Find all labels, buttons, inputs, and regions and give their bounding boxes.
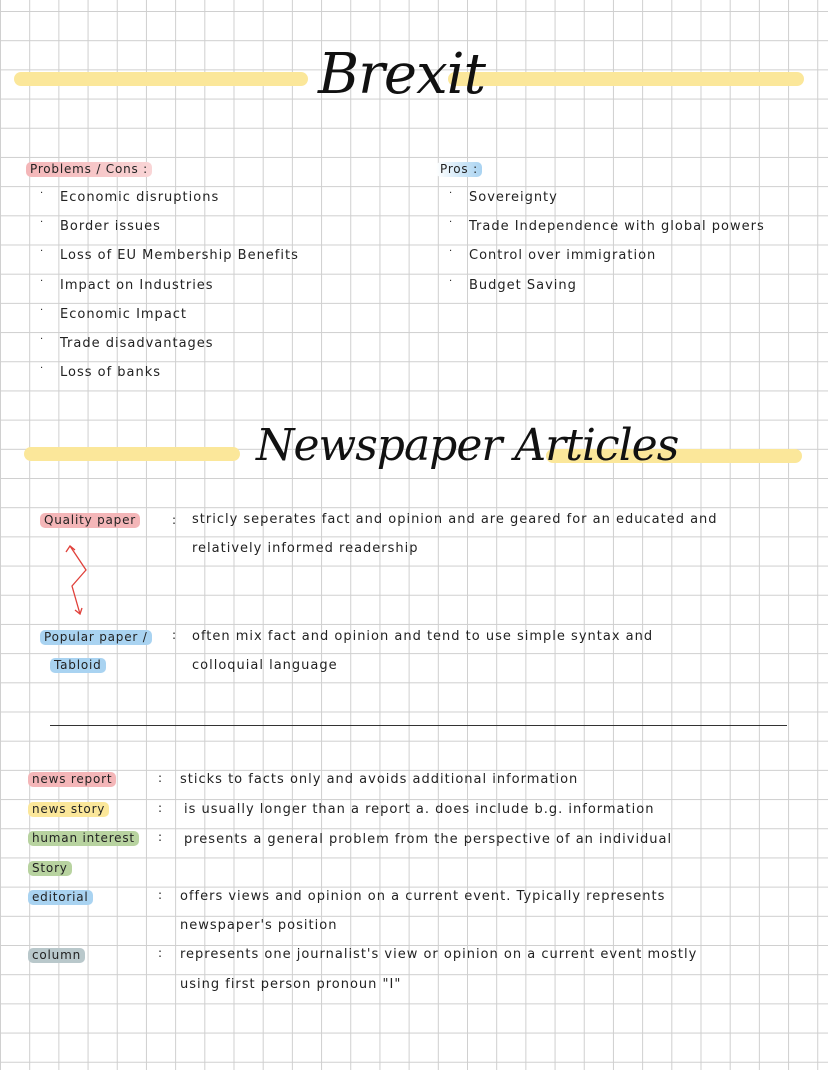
con-item: Loss of banks	[60, 365, 162, 381]
colon: :	[172, 513, 177, 527]
con-item: Economic disruptions	[60, 190, 220, 205]
bullet-icon: ·	[449, 275, 453, 287]
pros-heading: Pros :	[436, 162, 482, 177]
bullet-icon: ·	[40, 334, 44, 345]
bullet-icon: ·	[40, 217, 44, 229]
con-item: Border issues	[60, 219, 161, 235]
con-item: Trade disadvantages	[60, 336, 214, 351]
quality-paper-text: relatively informed readership	[192, 541, 419, 556]
highlight-bar	[448, 72, 804, 86]
highlight-bar	[14, 72, 308, 86]
bullet-icon: ·	[40, 246, 44, 258]
pro-item: Trade Independence with global powers	[469, 219, 765, 235]
popular-paper-text: often mix fact and opinion and tend to use simple syntax and	[192, 629, 654, 644]
bullet-icon: ·	[40, 275, 44, 287]
editorial-text: newspaper's position	[180, 918, 338, 933]
popular-paper-text: colloquial language	[192, 658, 338, 673]
articles-title: Newspaper Articles	[256, 420, 679, 471]
bullet-icon: ·	[449, 217, 453, 229]
human-interest-label: human interest	[28, 831, 139, 846]
bullet-icon: ·	[40, 304, 44, 316]
editorial-text: offers views and opinion on a current event. Typically represents	[180, 889, 666, 904]
editorial-label: editorial	[28, 890, 93, 905]
bullet-icon: ·	[449, 188, 453, 199]
column-label: column	[28, 948, 85, 963]
pro-item: Sovereignty	[469, 190, 558, 205]
con-item: Loss of EU Membership Benefits	[60, 248, 299, 264]
bullet-icon: ·	[40, 188, 44, 199]
human-interest-text: presents a general problem from the perspective of an individual	[184, 832, 673, 847]
brexit-title: Brexit	[318, 42, 486, 107]
con-item: Economic Impact	[60, 306, 188, 322]
tabloid-label: Tabloid	[50, 658, 106, 673]
bullet-icon: ·	[449, 246, 453, 258]
bullet-icon: ·	[40, 363, 44, 375]
pro-item: Control over immigration	[469, 248, 657, 264]
colon: :	[172, 628, 177, 642]
column-text: represents one journalist's view or opinion on a current event mostly	[180, 947, 698, 962]
column-text: using first person pronoun "I"	[180, 977, 402, 992]
colon: :	[158, 771, 163, 785]
divider	[50, 725, 787, 726]
cons-heading: Problems / Cons :	[26, 162, 152, 177]
news-story-text: is usually longer than a report a. does include b.g. information	[184, 802, 655, 817]
pro-item: Budget Saving	[469, 277, 577, 293]
news-story-label: news story	[28, 802, 109, 817]
double-arrow-icon	[60, 540, 100, 620]
con-item: Impact on Industries	[60, 277, 214, 293]
colon: :	[158, 946, 163, 960]
human-interest-story-label: Story	[28, 861, 72, 876]
colon: :	[158, 888, 163, 902]
popular-paper-label: Popular paper /	[40, 630, 152, 645]
quality-paper-label: Quality paper	[40, 513, 140, 528]
highlight-bar	[24, 447, 240, 461]
colon: :	[158, 801, 163, 815]
quality-paper-text: stricly seperates fact and opinion and are geared for an educated and	[192, 512, 718, 527]
news-report-label: news report	[28, 772, 116, 787]
news-report-text: sticks to facts only and avoids additional information	[180, 772, 579, 787]
colon: :	[158, 830, 163, 844]
